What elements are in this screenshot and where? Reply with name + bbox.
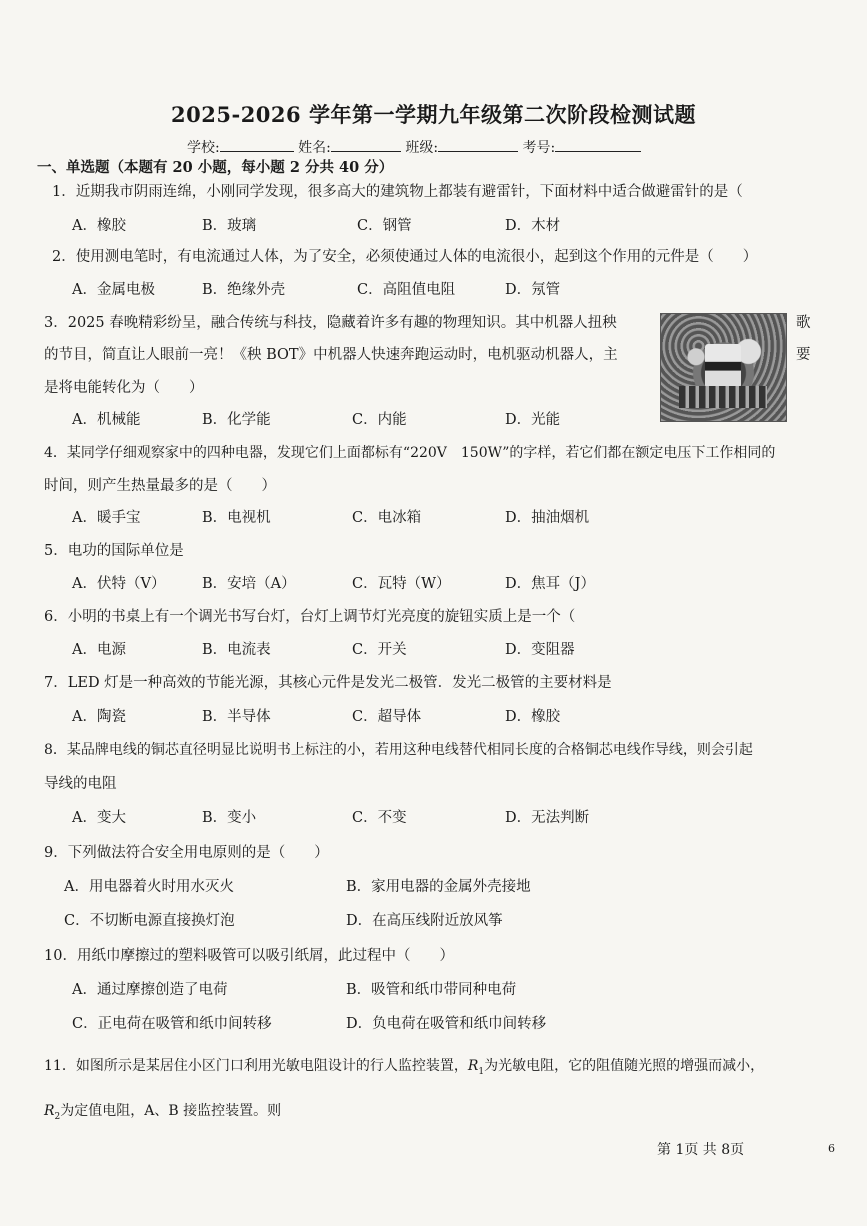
robot-yangge-photo (660, 313, 787, 422)
q1-option-a: A．橡胶 (72, 218, 126, 234)
question-4-line-1: 4．某同学仔细观察家中的四种电器，发现它们上面都标有“220V 150W”的字样，若它们都在额定电压下工作相同的 (44, 445, 776, 461)
q6-option-a: A．电源 (72, 642, 126, 658)
q10-option-d: D．负电荷在吸管和纸巾间转移 (346, 1016, 547, 1032)
q7-option-d: D．橡胶 (505, 709, 561, 725)
question-8-line-2: 导线的电阻 (44, 776, 117, 792)
q4-option-b: B．电视机 (202, 510, 271, 526)
q2-option-a: A．金属电极 (72, 282, 155, 298)
q1-option-b: B．玻璃 (202, 218, 257, 234)
question-10-stem: 10．用纸巾摩擦过的塑料吸管可以吸引纸屑，此过程中（ ） (44, 948, 454, 964)
edge-mark: 6 (828, 1142, 835, 1155)
q7-option-c: C．超导体 (352, 709, 422, 725)
q4-option-d: D．抽油烟机 (505, 510, 590, 526)
q3-option-d: D．光能 (505, 412, 561, 428)
exam-number-blank (555, 139, 641, 152)
q5-option-a: A．伏特（V） (72, 576, 166, 592)
class-label: 班级: (405, 140, 439, 156)
school-label: 学校: (187, 140, 220, 156)
question-2-stem: 2．使用测电笔时，有电流通过人体，为了安全，必须使通过人体的电流很小，起到这个作用的元件是（ ） (52, 249, 758, 265)
school-blank (220, 139, 294, 152)
q8-option-c: C．不变 (352, 810, 407, 826)
section-heading: 一、单选题（本题有 20 小题，每小题 2 分共 40 分） (37, 159, 394, 176)
robot-figure (705, 344, 741, 388)
r2-symbol: R (44, 1103, 55, 1119)
question-8-line-1: 8．某品牌电线的铜芯直径明显比说明书上标注的小，若用这种电线替代相同长度的合格铜芯电线作导线，则会引起 (44, 742, 753, 758)
q2-option-d: D．氖管 (505, 282, 561, 298)
q10-option-a: A．通过摩擦创造了电荷 (72, 982, 228, 998)
name-blank (331, 139, 401, 152)
q8-option-b: B．变小 (202, 810, 257, 826)
stage-crowd (679, 386, 767, 408)
page-number: 第 1页 共 8页 (657, 1142, 745, 1158)
q6-option-c: C．开关 (352, 642, 407, 658)
q8-option-d: D．无法判断 (505, 810, 590, 826)
q6-option-b: B．电流表 (202, 642, 271, 658)
q11-r2-description: 为定值电阻，A、B 接监控装置。则 (60, 1103, 282, 1119)
q9-option-d: D．在高压线附近放风筝 (346, 913, 503, 929)
exam-number-label: 考号: (522, 140, 556, 156)
q11-intro-text: 11．如图所示是某居住小区门口利用光敏电阻设计的行人监控装置， (44, 1058, 468, 1074)
q4-option-a: A．暖手宝 (72, 510, 141, 526)
question-6-stem: 6．小明的书桌上有一个调光书写台灯，台灯上调节灯光亮度的旋钮实质上是一个（ (44, 609, 576, 625)
q6-option-d: D．变阻器 (505, 642, 575, 658)
question-3-line-1-tail: 歌 (796, 315, 811, 331)
question-5-stem: 5．电功的国际单位是 (44, 543, 184, 559)
q7-option-b: B．半导体 (202, 709, 271, 725)
question-4-line-2: 时间，则产生热量最多的是（ ） (44, 478, 276, 494)
q3-option-c: C．内能 (352, 412, 407, 428)
question-3-line-1: 3．2025 春晚精彩纷呈，融合传统与科技，隐藏着许多有趣的物理知识。其中机器人扭秧 (44, 315, 617, 331)
q5-option-b: B．安培（A） (202, 576, 296, 592)
q9-option-c: C．不切断电源直接换灯泡 (64, 913, 235, 929)
q9-option-b: B．家用电器的金属外壳接地 (346, 879, 531, 895)
q2-option-b: B．绝缘外壳 (202, 282, 286, 298)
r2-subscript: 2 (54, 1111, 61, 1122)
q10-option-b: B．吸管和纸巾带同种电荷 (346, 982, 517, 998)
q1-option-c: C．钢管 (357, 218, 412, 234)
class-blank (438, 139, 518, 152)
question-3-line-3: 是将电能转化为（ ） (44, 380, 204, 396)
q8-option-a: A．变大 (72, 810, 126, 826)
name-label: 姓名: (298, 140, 331, 156)
r1-symbol: R (467, 1058, 479, 1074)
q9-option-a: A．用电器着火时用水灭火 (64, 879, 234, 895)
student-info-line (187, 139, 641, 155)
page-title: 2025-2026 学年第一学期九年级第二次阶段检测试题 (171, 102, 696, 127)
q5-option-d: D．焦耳（J） (505, 576, 595, 592)
q11-r1-description: 为光敏电阻，它的阻值随光照的增强而减小， (484, 1058, 765, 1074)
question-1-stem: 1．近期我市阴雨连绵，小刚同学发现，很多高大的建筑物上都装有避雷针，下面材料中适合做避雷针的是（ (52, 184, 743, 200)
q4-option-c: C．电冰箱 (352, 510, 422, 526)
q5-option-c: C．瓦特（W） (352, 576, 451, 592)
question-11-line-1 (44, 1059, 764, 1077)
r1-subscript: 1 (478, 1066, 485, 1077)
question-3-line-2-tail: 要 (796, 347, 811, 363)
q3-option-b: B．化学能 (202, 412, 271, 428)
question-11-line-2 (44, 1104, 281, 1122)
q10-option-c: C．正电荷在吸管和纸巾间转移 (72, 1016, 272, 1032)
q3-option-a: A．机械能 (72, 412, 141, 428)
q7-option-a: A．陶瓷 (72, 709, 126, 725)
q2-option-c: C．高阻值电阻 (357, 282, 456, 298)
question-9-stem: 9．下列做法符合安全用电原则的是（ ） (44, 845, 329, 861)
question-7-stem: 7．LED 灯是一种高效的节能光源，其核心元件是发光二极管．发光二极管的主要材料是 (44, 675, 612, 691)
q1-option-d: D．木材 (505, 218, 561, 234)
question-3-line-2: 的节目，简直让人眼前一亮！《秧 BOT》中机器人快速奔跑运动时，电机驱动机器人，主 (44, 347, 618, 363)
